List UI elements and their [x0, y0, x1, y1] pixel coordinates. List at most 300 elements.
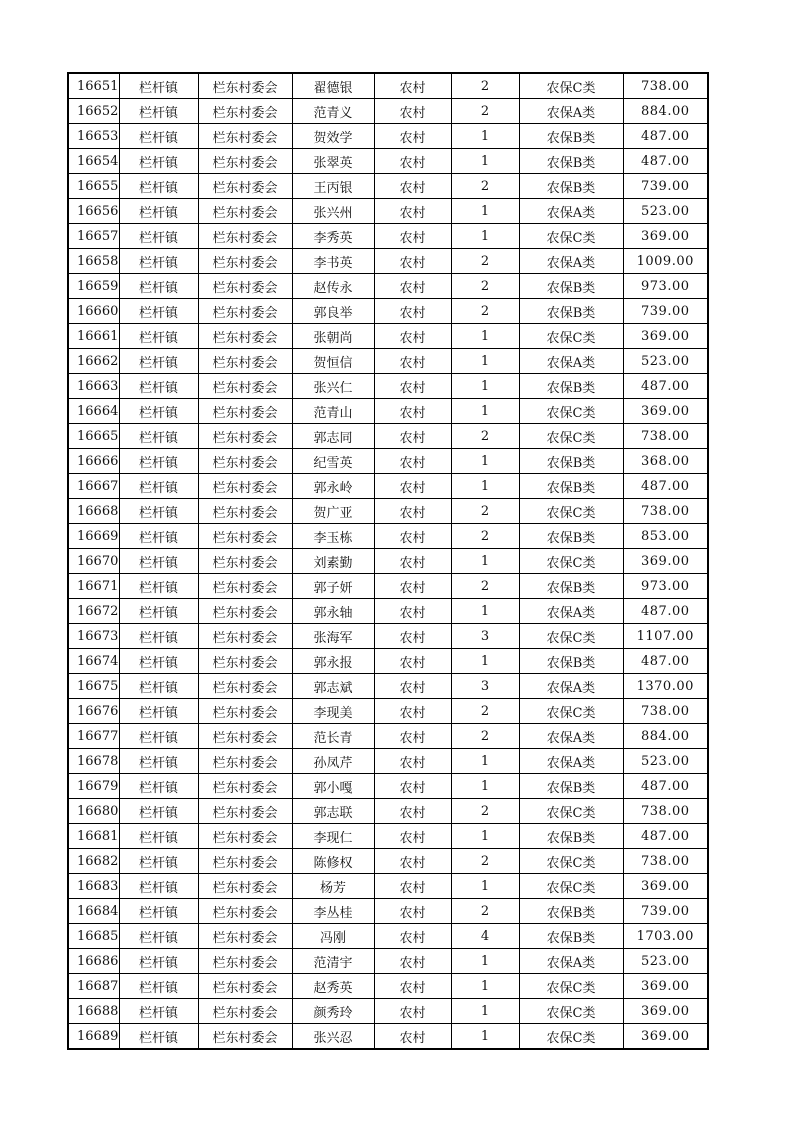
cell-row-number: 16684	[68, 899, 119, 924]
cell-name: 郭志联	[292, 799, 374, 824]
cell-insurance-category: 农保A类	[519, 949, 623, 974]
cell-town: 栏杆镇	[119, 374, 198, 399]
cell-village-committee: 栏东村委会	[198, 524, 292, 549]
cell-name: 纪雪英	[292, 449, 374, 474]
table-row	[68, 624, 708, 649]
cell-name: 李书英	[292, 249, 374, 274]
cell-amount: 1703.00	[623, 924, 708, 949]
cell-insurance-category: 农保A类	[519, 99, 623, 124]
cell-area-type: 农村	[374, 1024, 451, 1050]
table-row	[68, 99, 708, 124]
cell-row-number: 16668	[68, 499, 119, 524]
table-row	[68, 874, 708, 899]
cell-household-count: 1	[451, 474, 519, 499]
table-row	[68, 924, 708, 949]
cell-household-count: 1	[451, 599, 519, 624]
cell-name: 孙凤芹	[292, 749, 374, 774]
cell-household-count: 1	[451, 324, 519, 349]
cell-amount: 523.00	[623, 199, 708, 224]
cell-town: 栏杆镇	[119, 324, 198, 349]
cell-town: 栏杆镇	[119, 699, 198, 724]
cell-amount: 884.00	[623, 99, 708, 124]
cell-amount: 739.00	[623, 899, 708, 924]
cell-town: 栏杆镇	[119, 1024, 198, 1050]
cell-amount: 369.00	[623, 999, 708, 1024]
cell-village-committee: 栏东村委会	[198, 374, 292, 399]
table-row	[68, 599, 708, 624]
cell-household-count: 1	[451, 224, 519, 249]
cell-area-type: 农村	[374, 949, 451, 974]
cell-village-committee: 栏东村委会	[198, 424, 292, 449]
cell-amount: 739.00	[623, 174, 708, 199]
cell-insurance-category: 农保B类	[519, 899, 623, 924]
cell-town: 栏杆镇	[119, 274, 198, 299]
cell-row-number: 16670	[68, 549, 119, 574]
cell-area-type: 农村	[374, 374, 451, 399]
cell-town: 栏杆镇	[119, 449, 198, 474]
cell-amount: 1009.00	[623, 249, 708, 274]
cell-insurance-category: 农保C类	[519, 224, 623, 249]
cell-area-type: 农村	[374, 499, 451, 524]
cell-amount: 369.00	[623, 1024, 708, 1050]
cell-row-number: 16679	[68, 774, 119, 799]
cell-amount: 487.00	[623, 599, 708, 624]
cell-insurance-category: 农保B类	[519, 274, 623, 299]
cell-village-committee: 栏东村委会	[198, 174, 292, 199]
cell-row-number: 16657	[68, 224, 119, 249]
cell-area-type: 农村	[374, 899, 451, 924]
table-row	[68, 774, 708, 799]
cell-insurance-category: 农保B类	[519, 299, 623, 324]
cell-village-committee: 栏东村委会	[198, 199, 292, 224]
cell-amount: 369.00	[623, 324, 708, 349]
cell-area-type: 农村	[374, 149, 451, 174]
cell-town: 栏杆镇	[119, 149, 198, 174]
cell-name: 郭志斌	[292, 674, 374, 699]
cell-row-number: 16683	[68, 874, 119, 899]
cell-insurance-category: 农保B类	[519, 649, 623, 674]
cell-area-type: 农村	[374, 224, 451, 249]
cell-amount: 523.00	[623, 349, 708, 374]
table-row	[68, 174, 708, 199]
cell-amount: 487.00	[623, 374, 708, 399]
cell-amount: 738.00	[623, 799, 708, 824]
cell-area-type: 农村	[374, 174, 451, 199]
cell-household-count: 1	[451, 774, 519, 799]
cell-name: 翟德银	[292, 73, 374, 99]
cell-area-type: 农村	[374, 799, 451, 824]
cell-row-number: 16688	[68, 999, 119, 1024]
table-row	[68, 999, 708, 1024]
cell-amount: 487.00	[623, 124, 708, 149]
cell-name: 李丛桂	[292, 899, 374, 924]
cell-village-committee: 栏东村委会	[198, 849, 292, 874]
cell-household-count: 1	[451, 149, 519, 174]
table-row	[68, 574, 708, 599]
cell-insurance-category: 农保B类	[519, 124, 623, 149]
cell-household-count: 1	[451, 199, 519, 224]
cell-area-type: 农村	[374, 649, 451, 674]
cell-name: 张兴州	[292, 199, 374, 224]
cell-row-number: 16655	[68, 174, 119, 199]
table-row	[68, 649, 708, 674]
cell-town: 栏杆镇	[119, 499, 198, 524]
cell-row-number: 16660	[68, 299, 119, 324]
cell-name: 李现仁	[292, 824, 374, 849]
cell-household-count: 2	[451, 574, 519, 599]
cell-row-number: 16656	[68, 199, 119, 224]
cell-amount: 853.00	[623, 524, 708, 549]
cell-village-committee: 栏东村委会	[198, 774, 292, 799]
cell-household-count: 1	[451, 949, 519, 974]
cell-amount: 487.00	[623, 774, 708, 799]
cell-amount: 523.00	[623, 749, 708, 774]
cell-town: 栏杆镇	[119, 199, 198, 224]
cell-household-count: 2	[451, 73, 519, 99]
cell-name: 颜秀玲	[292, 999, 374, 1024]
cell-name: 张兴忍	[292, 1024, 374, 1050]
cell-town: 栏杆镇	[119, 299, 198, 324]
cell-row-number: 16675	[68, 674, 119, 699]
cell-amount: 487.00	[623, 824, 708, 849]
cell-insurance-category: 农保C类	[519, 699, 623, 724]
cell-town: 栏杆镇	[119, 624, 198, 649]
table-row	[68, 324, 708, 349]
cell-name: 郭永报	[292, 649, 374, 674]
cell-amount: 973.00	[623, 574, 708, 599]
cell-town: 栏杆镇	[119, 99, 198, 124]
cell-village-committee: 栏东村委会	[198, 399, 292, 424]
cell-name: 李现美	[292, 699, 374, 724]
cell-village-committee: 栏东村委会	[198, 299, 292, 324]
cell-town: 栏杆镇	[119, 899, 198, 924]
cell-row-number: 16654	[68, 149, 119, 174]
cell-village-committee: 栏东村委会	[198, 499, 292, 524]
table-row	[68, 424, 708, 449]
cell-town: 栏杆镇	[119, 774, 198, 799]
cell-area-type: 农村	[374, 99, 451, 124]
cell-insurance-category: 农保B类	[519, 374, 623, 399]
table-row	[68, 849, 708, 874]
table-row	[68, 499, 708, 524]
cell-name: 刘素勤	[292, 549, 374, 574]
table-row	[68, 899, 708, 924]
cell-amount: 369.00	[623, 549, 708, 574]
cell-insurance-category: 农保C类	[519, 624, 623, 649]
cell-name: 郭小嘎	[292, 774, 374, 799]
cell-insurance-category: 农保A类	[519, 599, 623, 624]
cell-village-committee: 栏东村委会	[198, 749, 292, 774]
cell-area-type: 农村	[374, 73, 451, 99]
cell-area-type: 农村	[374, 599, 451, 624]
cell-row-number: 16687	[68, 974, 119, 999]
cell-village-committee: 栏东村委会	[198, 874, 292, 899]
cell-village-committee: 栏东村委会	[198, 449, 292, 474]
cell-town: 栏杆镇	[119, 424, 198, 449]
table-row	[68, 274, 708, 299]
cell-town: 栏杆镇	[119, 549, 198, 574]
cell-amount: 884.00	[623, 724, 708, 749]
cell-insurance-category: 农保B类	[519, 574, 623, 599]
cell-village-committee: 栏东村委会	[198, 649, 292, 674]
cell-household-count: 2	[451, 849, 519, 874]
cell-household-count: 1	[451, 1024, 519, 1050]
cell-insurance-category: 农保C类	[519, 73, 623, 99]
cell-area-type: 农村	[374, 524, 451, 549]
cell-amount: 738.00	[623, 699, 708, 724]
cell-area-type: 农村	[374, 774, 451, 799]
cell-area-type: 农村	[374, 624, 451, 649]
cell-amount: 973.00	[623, 274, 708, 299]
cell-town: 栏杆镇	[119, 124, 198, 149]
table-row	[68, 549, 708, 574]
cell-town: 栏杆镇	[119, 924, 198, 949]
cell-town: 栏杆镇	[119, 724, 198, 749]
cell-household-count: 2	[451, 724, 519, 749]
table-row	[68, 699, 708, 724]
cell-town: 栏杆镇	[119, 849, 198, 874]
cell-name: 范青义	[292, 99, 374, 124]
cell-town: 栏杆镇	[119, 474, 198, 499]
cell-row-number: 16665	[68, 424, 119, 449]
cell-row-number: 16653	[68, 124, 119, 149]
cell-area-type: 农村	[374, 824, 451, 849]
cell-village-committee: 栏东村委会	[198, 899, 292, 924]
cell-village-committee: 栏东村委会	[198, 73, 292, 99]
cell-town: 栏杆镇	[119, 224, 198, 249]
cell-household-count: 2	[451, 899, 519, 924]
cell-name: 范青山	[292, 399, 374, 424]
cell-row-number: 16652	[68, 99, 119, 124]
cell-row-number: 16651	[68, 73, 119, 99]
cell-household-count: 4	[451, 924, 519, 949]
cell-name: 郭良举	[292, 299, 374, 324]
cell-household-count: 1	[451, 824, 519, 849]
table-row	[68, 799, 708, 824]
cell-town: 栏杆镇	[119, 874, 198, 899]
cell-name: 郭永轴	[292, 599, 374, 624]
cell-area-type: 农村	[374, 849, 451, 874]
cell-row-number: 16676	[68, 699, 119, 724]
table-row	[68, 399, 708, 424]
cell-village-committee: 栏东村委会	[198, 249, 292, 274]
cell-area-type: 农村	[374, 474, 451, 499]
cell-town: 栏杆镇	[119, 799, 198, 824]
cell-village-committee: 栏东村委会	[198, 799, 292, 824]
cell-row-number: 16680	[68, 799, 119, 824]
table-row	[68, 149, 708, 174]
cell-row-number: 16661	[68, 324, 119, 349]
cell-household-count: 1	[451, 649, 519, 674]
cell-town: 栏杆镇	[119, 824, 198, 849]
cell-amount: 523.00	[623, 949, 708, 974]
cell-household-count: 2	[451, 299, 519, 324]
cell-household-count: 1	[451, 974, 519, 999]
cell-insurance-category: 农保C类	[519, 499, 623, 524]
cell-name: 范清宇	[292, 949, 374, 974]
cell-household-count: 2	[451, 424, 519, 449]
cell-amount: 738.00	[623, 849, 708, 874]
cell-village-committee: 栏东村委会	[198, 99, 292, 124]
cell-town: 栏杆镇	[119, 249, 198, 274]
table-row	[68, 249, 708, 274]
cell-area-type: 农村	[374, 399, 451, 424]
cell-area-type: 农村	[374, 199, 451, 224]
cell-village-committee: 栏东村委会	[198, 149, 292, 174]
cell-area-type: 农村	[374, 674, 451, 699]
cell-town: 栏杆镇	[119, 674, 198, 699]
cell-village-committee: 栏东村委会	[198, 574, 292, 599]
cell-insurance-category: 农保B类	[519, 174, 623, 199]
cell-row-number: 16673	[68, 624, 119, 649]
cell-insurance-category: 农保C类	[519, 849, 623, 874]
cell-row-number: 16671	[68, 574, 119, 599]
cell-town: 栏杆镇	[119, 349, 198, 374]
table-body	[68, 73, 708, 1049]
cell-name: 贺恒信	[292, 349, 374, 374]
cell-insurance-category: 农保A类	[519, 249, 623, 274]
cell-insurance-category: 农保B类	[519, 474, 623, 499]
cell-name: 贺效学	[292, 124, 374, 149]
cell-village-committee: 栏东村委会	[198, 224, 292, 249]
cell-village-committee: 栏东村委会	[198, 724, 292, 749]
cell-name: 冯刚	[292, 924, 374, 949]
cell-insurance-category: 农保B类	[519, 524, 623, 549]
cell-name: 郭永岭	[292, 474, 374, 499]
cell-row-number: 16659	[68, 274, 119, 299]
cell-amount: 487.00	[623, 149, 708, 174]
cell-insurance-category: 农保A类	[519, 199, 623, 224]
cell-village-committee: 栏东村委会	[198, 974, 292, 999]
cell-amount: 487.00	[623, 474, 708, 499]
table-row	[68, 73, 708, 99]
cell-household-count: 3	[451, 674, 519, 699]
cell-village-committee: 栏东村委会	[198, 999, 292, 1024]
cell-town: 栏杆镇	[119, 749, 198, 774]
cell-row-number: 16658	[68, 249, 119, 274]
cell-household-count: 1	[451, 874, 519, 899]
cell-household-count: 1	[451, 549, 519, 574]
cell-name: 张海军	[292, 624, 374, 649]
cell-row-number: 16674	[68, 649, 119, 674]
cell-area-type: 农村	[374, 724, 451, 749]
cell-town: 栏杆镇	[119, 649, 198, 674]
cell-town: 栏杆镇	[119, 574, 198, 599]
cell-amount: 738.00	[623, 424, 708, 449]
cell-household-count: 2	[451, 499, 519, 524]
cell-insurance-category: 农保C类	[519, 999, 623, 1024]
cell-insurance-category: 农保A类	[519, 349, 623, 374]
cell-area-type: 农村	[374, 299, 451, 324]
cell-insurance-category: 农保B类	[519, 924, 623, 949]
table-row	[68, 224, 708, 249]
table-row	[68, 449, 708, 474]
cell-village-committee: 栏东村委会	[198, 924, 292, 949]
cell-amount: 369.00	[623, 974, 708, 999]
cell-name: 张翠英	[292, 149, 374, 174]
cell-village-committee: 栏东村委会	[198, 324, 292, 349]
cell-name: 贺广亚	[292, 499, 374, 524]
cell-household-count: 3	[451, 624, 519, 649]
cell-row-number: 16682	[68, 849, 119, 874]
cell-household-count: 2	[451, 174, 519, 199]
cell-area-type: 农村	[374, 274, 451, 299]
cell-amount: 1370.00	[623, 674, 708, 699]
cell-household-count: 2	[451, 249, 519, 274]
table-row	[68, 124, 708, 149]
cell-insurance-category: 农保C类	[519, 399, 623, 424]
cell-insurance-category: 农保B类	[519, 149, 623, 174]
cell-name: 李秀英	[292, 224, 374, 249]
table-row	[68, 299, 708, 324]
cell-household-count: 1	[451, 349, 519, 374]
cell-area-type: 农村	[374, 574, 451, 599]
table-row	[68, 949, 708, 974]
cell-row-number: 16672	[68, 599, 119, 624]
cell-household-count: 2	[451, 99, 519, 124]
cell-village-committee: 栏东村委会	[198, 949, 292, 974]
cell-area-type: 农村	[374, 349, 451, 374]
cell-area-type: 农村	[374, 874, 451, 899]
table-row	[68, 674, 708, 699]
cell-area-type: 农村	[374, 124, 451, 149]
cell-area-type: 农村	[374, 974, 451, 999]
cell-household-count: 2	[451, 799, 519, 824]
cell-village-committee: 栏东村委会	[198, 674, 292, 699]
roster-table	[67, 72, 709, 1050]
cell-village-committee: 栏东村委会	[198, 699, 292, 724]
cell-name: 赵传永	[292, 274, 374, 299]
cell-amount: 369.00	[623, 399, 708, 424]
cell-insurance-category: 农保C类	[519, 874, 623, 899]
cell-row-number: 16663	[68, 374, 119, 399]
cell-insurance-category: 农保C类	[519, 324, 623, 349]
cell-village-committee: 栏东村委会	[198, 349, 292, 374]
cell-area-type: 农村	[374, 449, 451, 474]
cell-household-count: 2	[451, 274, 519, 299]
cell-amount: 368.00	[623, 449, 708, 474]
cell-household-count: 1	[451, 374, 519, 399]
cell-village-committee: 栏东村委会	[198, 1024, 292, 1050]
table-row	[68, 724, 708, 749]
cell-amount: 738.00	[623, 73, 708, 99]
cell-town: 栏杆镇	[119, 524, 198, 549]
cell-name: 张兴仁	[292, 374, 374, 399]
cell-name: 范长青	[292, 724, 374, 749]
cell-row-number: 16678	[68, 749, 119, 774]
cell-household-count: 1	[451, 124, 519, 149]
cell-town: 栏杆镇	[119, 999, 198, 1024]
cell-household-count: 1	[451, 399, 519, 424]
cell-name: 陈修权	[292, 849, 374, 874]
cell-town: 栏杆镇	[119, 174, 198, 199]
cell-village-committee: 栏东村委会	[198, 474, 292, 499]
cell-insurance-category: 农保C类	[519, 1024, 623, 1050]
cell-village-committee: 栏东村委会	[198, 124, 292, 149]
cell-name: 赵秀英	[292, 974, 374, 999]
cell-town: 栏杆镇	[119, 949, 198, 974]
cell-amount: 487.00	[623, 649, 708, 674]
cell-row-number: 16686	[68, 949, 119, 974]
cell-household-count: 2	[451, 524, 519, 549]
cell-town: 栏杆镇	[119, 599, 198, 624]
cell-row-number: 16669	[68, 524, 119, 549]
cell-household-count: 1	[451, 449, 519, 474]
cell-row-number: 16677	[68, 724, 119, 749]
cell-insurance-category: 农保B类	[519, 449, 623, 474]
cell-name: 郭子妍	[292, 574, 374, 599]
table-row	[68, 824, 708, 849]
